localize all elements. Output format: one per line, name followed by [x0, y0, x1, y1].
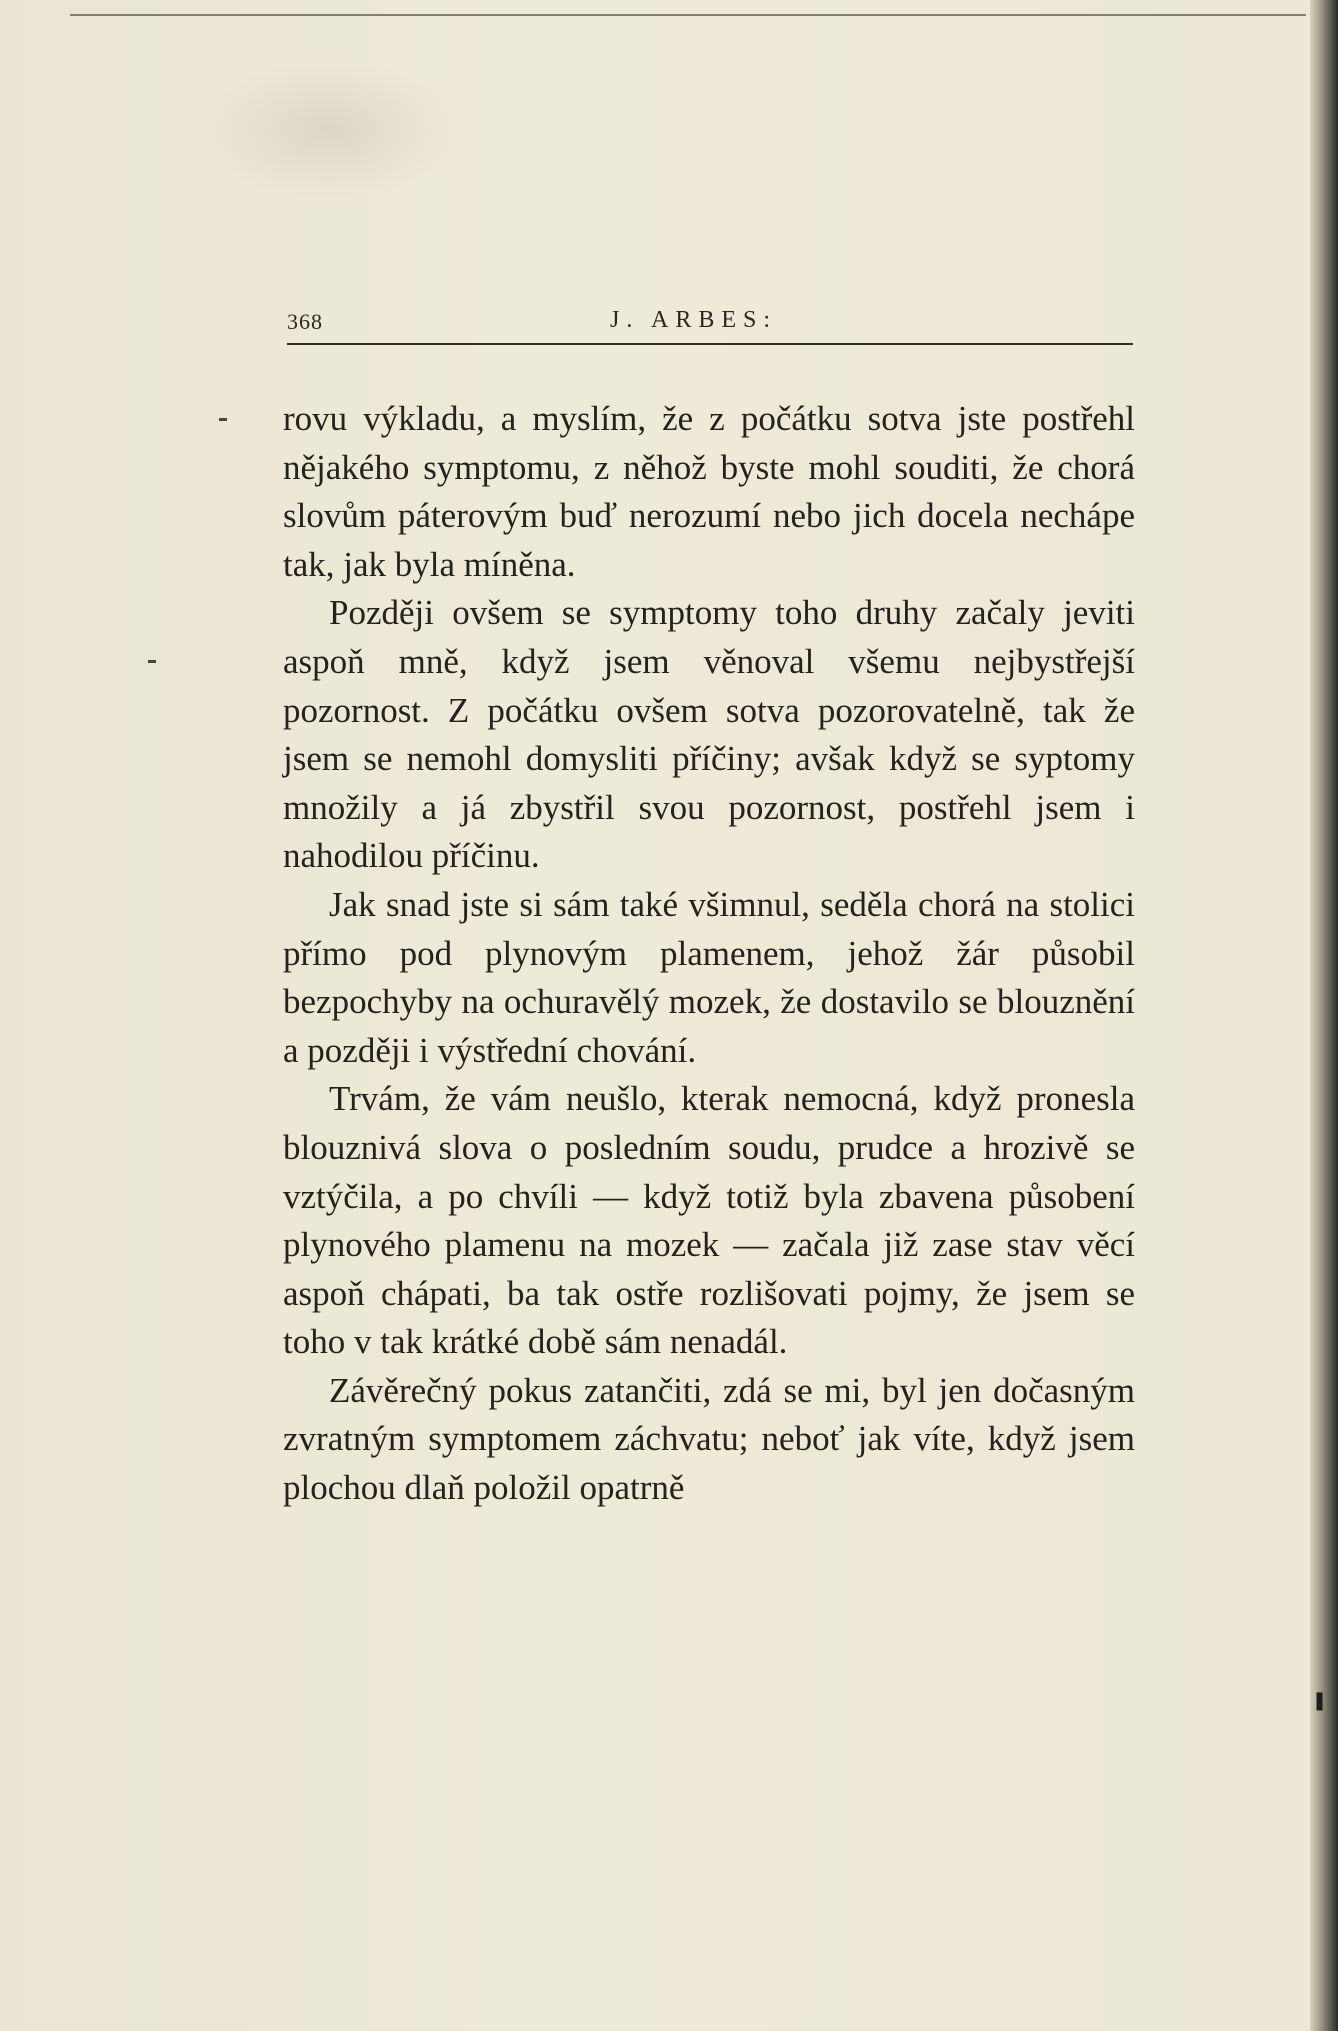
paragraph: Závěrečný pokus zatančiti, zdá se mi, byl jen dočasným zvratným symptomem záchvatu; neboť jak víte, když jsem plochou dlaň položil opatrně — [283, 1370, 1135, 1508]
paragraph: Trvám, že vám neušlo, kterak nemocná, když pronesla blouznivá slova o posledním soudu, prudce a hrozivě se vztýčila, a po chvíli — když totiž byla zbavena působení plynového plamenu na mozek — začala již zase stav věcí aspoň chápati, ba tak ostře rozlišovati pojmy, že jsem se toho v tak krátké době sám nenadál. — [283, 1079, 1135, 1362]
margin-mark — [219, 418, 227, 421]
margin-mark — [148, 660, 156, 663]
header-rule — [287, 343, 1133, 345]
paragraph: rovu výkladu, a myslím, že z počátku sotva jste postřehl nějakého symptomu, z něhož byste mohl souditi, že chorá slovům páterovým buď nerozumí nebo jich docela nechápe tak, jak byla míněna. — [283, 399, 1135, 584]
page-number: 368 — [287, 309, 323, 334]
running-head: J. ARBES: — [610, 307, 778, 333]
binding-edge — [1310, 0, 1338, 2031]
paragraph: Později ovšem se symptomy toho druhy začaly jeviti aspoň mně, když jsem věnoval všemu nejbystřejší pozornost. Z počátku ovšem sotva pozorovatelně, tak že jsem se nemohl domysliti příčiny; avšak když se syptomy množily a já zbystřil svou pozornost, postřehl jsem i nahodilou příčinu. — [283, 593, 1135, 876]
scan-top-rule — [70, 14, 1306, 16]
paragraph: Jak snad jste si sám také všimnul, seděla chorá na stolici přímo pod plynovým plamenem, jehož žár působil bezpochyby na ochuravělý mozek, že dostavilo se blouznění a později i výstřední chování. — [283, 884, 1135, 1070]
page-header — [287, 303, 1133, 345]
paper-stain — [200, 60, 460, 200]
edge-mark: ❚ — [1312, 1690, 1328, 1711]
body-text — [283, 395, 1135, 1513]
